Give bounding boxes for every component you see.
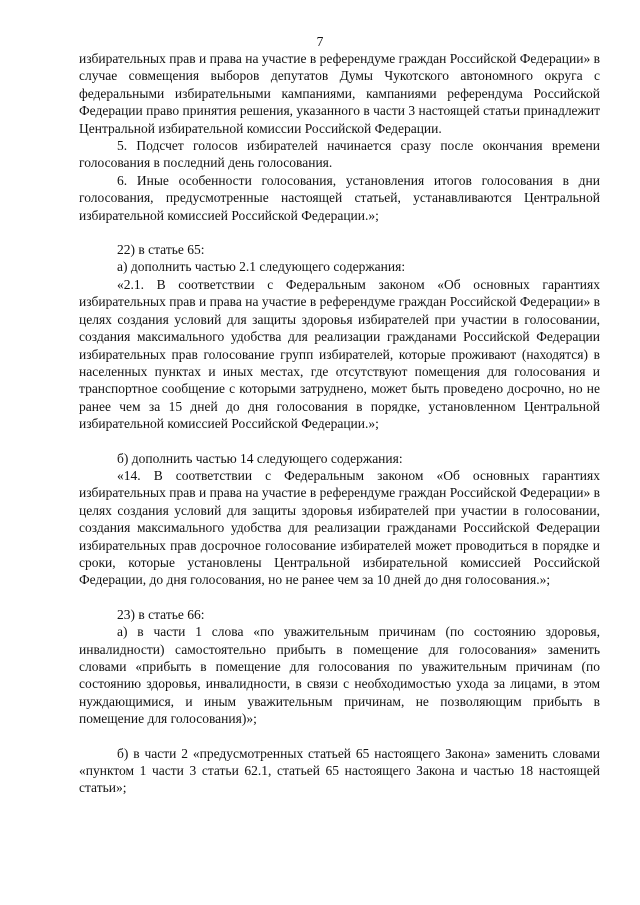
paragraph-clause-5: 5. Подсчет голосов избирателей начинается сразу после окончания времени голосования в последний день голосования.	[79, 138, 600, 171]
document-body	[79, 50, 600, 797]
paragraph-item-23-heading: 23) в статье 66:	[117, 606, 205, 622]
paragraph-part-2-1-text: «2.1. В соответствии с Федеральным законом «Об основных гарантиях избирательных прав и права на участие в референдуме граждан Российской Федерации» в целях создания условий для защиты здоровья избирателей при участии в голосовании, создания максимального удобства для реализации гражданами Российской Федерации избирательных прав голосование групп избирателей, которые проживают (находятся) в населенных пунктах и иных местах, где отсутствуют помещения для голосования и транспортное сообщение с которыми затруднено, может быть проведено досрочно, но не ранее чем за 15 дней до дня голосования в порядке, установленном Центральной избирательной комиссией Российской Федерации.»;	[79, 276, 600, 432]
paragraph-continuation: избирательных прав и права на участие в референдуме граждан Российской Федерации» в случае совмещения выборов депутатов Думы Чукотского автономного округа с федеральными избирательными кампаниями, кампаниями референдума Российской Федерации право принятия решения, указанного в части 3 настоящей статьи принадлежит Центральной избирательной комиссии Российской Федерации.	[79, 51, 600, 136]
paragraph-item-22-b: б) дополнить частью 14 следующего содержания:	[117, 450, 403, 466]
paragraph-part-14-text: «14. В соответствии с Федеральным законом «Об основных гарантиях избирательных прав и права на участие в референдуме граждан Российской Федерации» в целях создания условий для защиты здоровья избирателей при участии в голосовании, создания максимального удобства для реализации гражданами Российской Федерации избирательных прав досрочное голосование избирателей может проводиться в порядке и сроки, которые установлены Центральной избирательной комиссией Российской Федерации, до дня голосования, но не ранее чем за 10 дней до дня голосования.»;	[79, 467, 600, 588]
paragraph-item-23-a: а) в части 1 слова «по уважительным причинам (по состоянию здоровья, инвалидности) самостоятельно прибыть в помещение для голосования» заменить словами «прибыть в помещение для голосования по уважительным причинам (по состоянию здоровья, инвалидности, в связи с необходимостью ухода за лицами, в этом нуждающимися, и иным уважительным причинам, не позволяющим прибыть в помещение для голосования)»;	[79, 624, 600, 727]
paragraph-item-23-b: б) в части 2 «предусмотренных статьей 65 настоящего Закона» заменить словами «пунктом 1 части 3 статьи 62.1, статьей 65 настоящего Закона и частью 18 настоящей статьи»;	[79, 745, 600, 796]
paragraph-item-22-a: а) дополнить частью 2.1 следующего содержания:	[117, 259, 406, 275]
paragraph-clause-6: 6. Иные особенности голосования, установления итогов голосования в дни голосования, предусмотренные настоящей статьей, устанавливаются Центральной избирательной комиссией Российской Федерации.»;	[79, 172, 600, 223]
paragraph-item-22-heading: 22) в статье 65:	[117, 242, 205, 258]
page-number: 7	[316, 34, 324, 49]
